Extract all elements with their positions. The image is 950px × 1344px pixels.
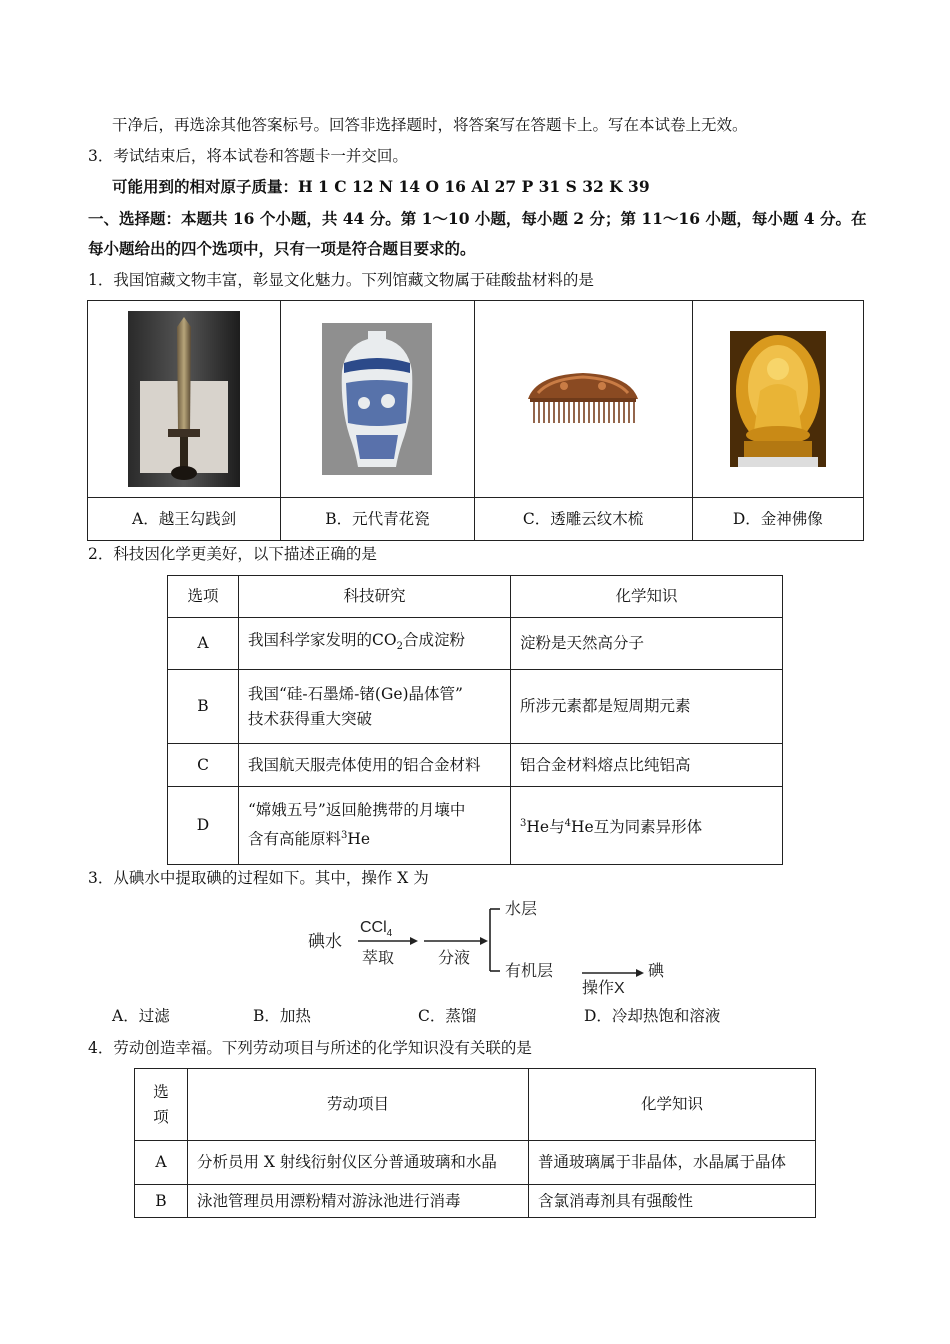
q3-stem: 3．从碘水中提取碘的过程如下。其中，操作 X 为 — [88, 869, 429, 887]
q2-row-b-option[interactable]: B — [168, 670, 239, 744]
flow-arrowhead-3 — [636, 969, 644, 977]
q2-row-c-knowledge: 铝合金材料熔点比纯铝高 — [511, 744, 783, 787]
q4-row-b-option[interactable]: B — [135, 1185, 188, 1218]
q1-option-table — [87, 300, 864, 541]
flow-arrowhead-2 — [480, 937, 488, 945]
flow-extract: 萃取 — [362, 950, 395, 967]
q1-stem: 1．我国馆藏文物丰富，彰显文化魅力。下列馆藏文物属于硅酸盐材料的是 — [88, 271, 594, 289]
q2-row-d-knowledge: $^3$He与$^4$He互为同素异形体 — [511, 787, 783, 865]
section-heading-cont: 每小题给出的四个选项中，只有一项是符合题目要求的。 — [88, 239, 476, 258]
q4-table — [134, 1068, 816, 1218]
flow-iodine-water: 碘水 — [308, 932, 342, 951]
q4-stem: 4．劳动创造幸福。下列劳动项目与所述的化学知识没有关联的是 — [88, 1039, 532, 1057]
q2-row-a-research: 我国科学家发明的$CO_2$合成淀粉 — [239, 618, 511, 670]
q1-option-a[interactable]: A．越王勾践剑 — [88, 498, 281, 541]
q3-option-c[interactable]: C．蒸馏 — [418, 1007, 477, 1025]
bronze-sword-image — [128, 311, 240, 487]
atomic-mass-line: 可能用到的相对原子质量：H 1 C 12 N 14 O 16 Al 27 P 31 S 32 K 39 — [112, 177, 650, 196]
q3-option-a[interactable]: A．过滤 — [112, 1007, 170, 1025]
q4-header-option: 选 项 — [135, 1069, 188, 1141]
blue-white-porcelain-image — [322, 323, 432, 475]
q4-header-labor: 劳动项目 — [188, 1069, 529, 1141]
table-row — [135, 1141, 816, 1185]
q2-row-c-option[interactable]: C — [168, 744, 239, 787]
instruction-item-3: 3．考试结束后，将本试卷和答题卡一并交回。 — [88, 147, 408, 165]
q4-header-knowledge: 化学知识 — [529, 1069, 816, 1141]
q1-image-cell-b — [281, 301, 474, 498]
q1-option-c[interactable]: C．透雕云纹木梳 — [474, 498, 692, 541]
q4-row-b-labor: 泳池管理员用漂粉精对游泳池进行消毒 — [188, 1185, 529, 1218]
q2-header-research: 科技研究 — [239, 576, 511, 618]
q4-row-a-labor: 分析员用 X 射线衍射仪区分普通玻璃和水晶 — [188, 1141, 529, 1185]
q3-option-b[interactable]: B．加热 — [253, 1007, 311, 1025]
q2-stem: 2．科技因化学更美好，以下描述正确的是 — [88, 545, 377, 563]
q1-image-cell-d — [692, 301, 863, 498]
q2-row-c-research: 我国航天服壳体使用的铝合金材料 — [239, 744, 511, 787]
q3-option-d[interactable]: D．冷却热饱和溶液 — [584, 1007, 721, 1025]
flow-op-x: 操作X — [582, 980, 625, 997]
flow-separate: 分液 — [438, 950, 471, 967]
q4-row-b-knowledge: 含氯消毒剂具有强酸性 — [529, 1185, 816, 1218]
q2-table — [167, 575, 783, 865]
q1-image-cell-c — [474, 301, 692, 498]
wooden-comb-image — [524, 369, 642, 429]
q2-row-b-knowledge: 所涉元素都是短周期元素 — [511, 670, 783, 744]
q4-row-a-knowledge: 普通玻璃属于非晶体，水晶属于晶体 — [529, 1141, 816, 1185]
q1-option-b[interactable]: B．元代青花瓷 — [281, 498, 474, 541]
q1-option-d[interactable]: D．金神佛像 — [692, 498, 863, 541]
golden-buddha-image — [730, 331, 826, 467]
table-row — [168, 670, 783, 744]
q2-row-d-option[interactable]: D — [168, 787, 239, 865]
table-row — [168, 787, 783, 865]
flow-organic-layer: 有机层 — [505, 963, 554, 980]
flow-arrowhead-1 — [410, 937, 418, 945]
table-row — [168, 744, 783, 787]
q2-header-knowledge: 化学知识 — [511, 576, 783, 618]
q2-header-option: 选项 — [168, 576, 239, 618]
section-heading: 一、选择题：本题共 16 个小题，共 44 分。第 1～10 小题，每小题 2 分；第 11～16 小题，每小题 4 分。在 — [88, 209, 867, 228]
flow-water-layer: 水层 — [505, 901, 538, 918]
table-row — [168, 618, 783, 670]
flow-iodine: 碘 — [648, 963, 665, 980]
flow-ccl4: CCl$_4$ — [360, 919, 393, 939]
q2-row-a-knowledge: 淀粉是天然高分子 — [511, 618, 783, 670]
q4-row-a-option[interactable]: A — [135, 1141, 188, 1185]
instruction-line: 干净后，再选涂其他答案标号。回答非选择题时，将答案写在答题卡上。写在本试卷上无效。 — [112, 116, 748, 134]
q2-row-d-research: “嫦娥五号”返回舱携带的月壤中 含有高能原料$^3$He — [239, 787, 511, 865]
extraction-flow-diagram — [300, 895, 700, 1005]
q2-row-b-research: 我国“硅-石墨烯-锗(Ge)晶体管” 技术获得重大突破 — [239, 670, 511, 744]
table-row — [135, 1185, 816, 1218]
q1-image-cell-a — [88, 301, 281, 498]
q2-row-a-option[interactable]: A — [168, 618, 239, 670]
